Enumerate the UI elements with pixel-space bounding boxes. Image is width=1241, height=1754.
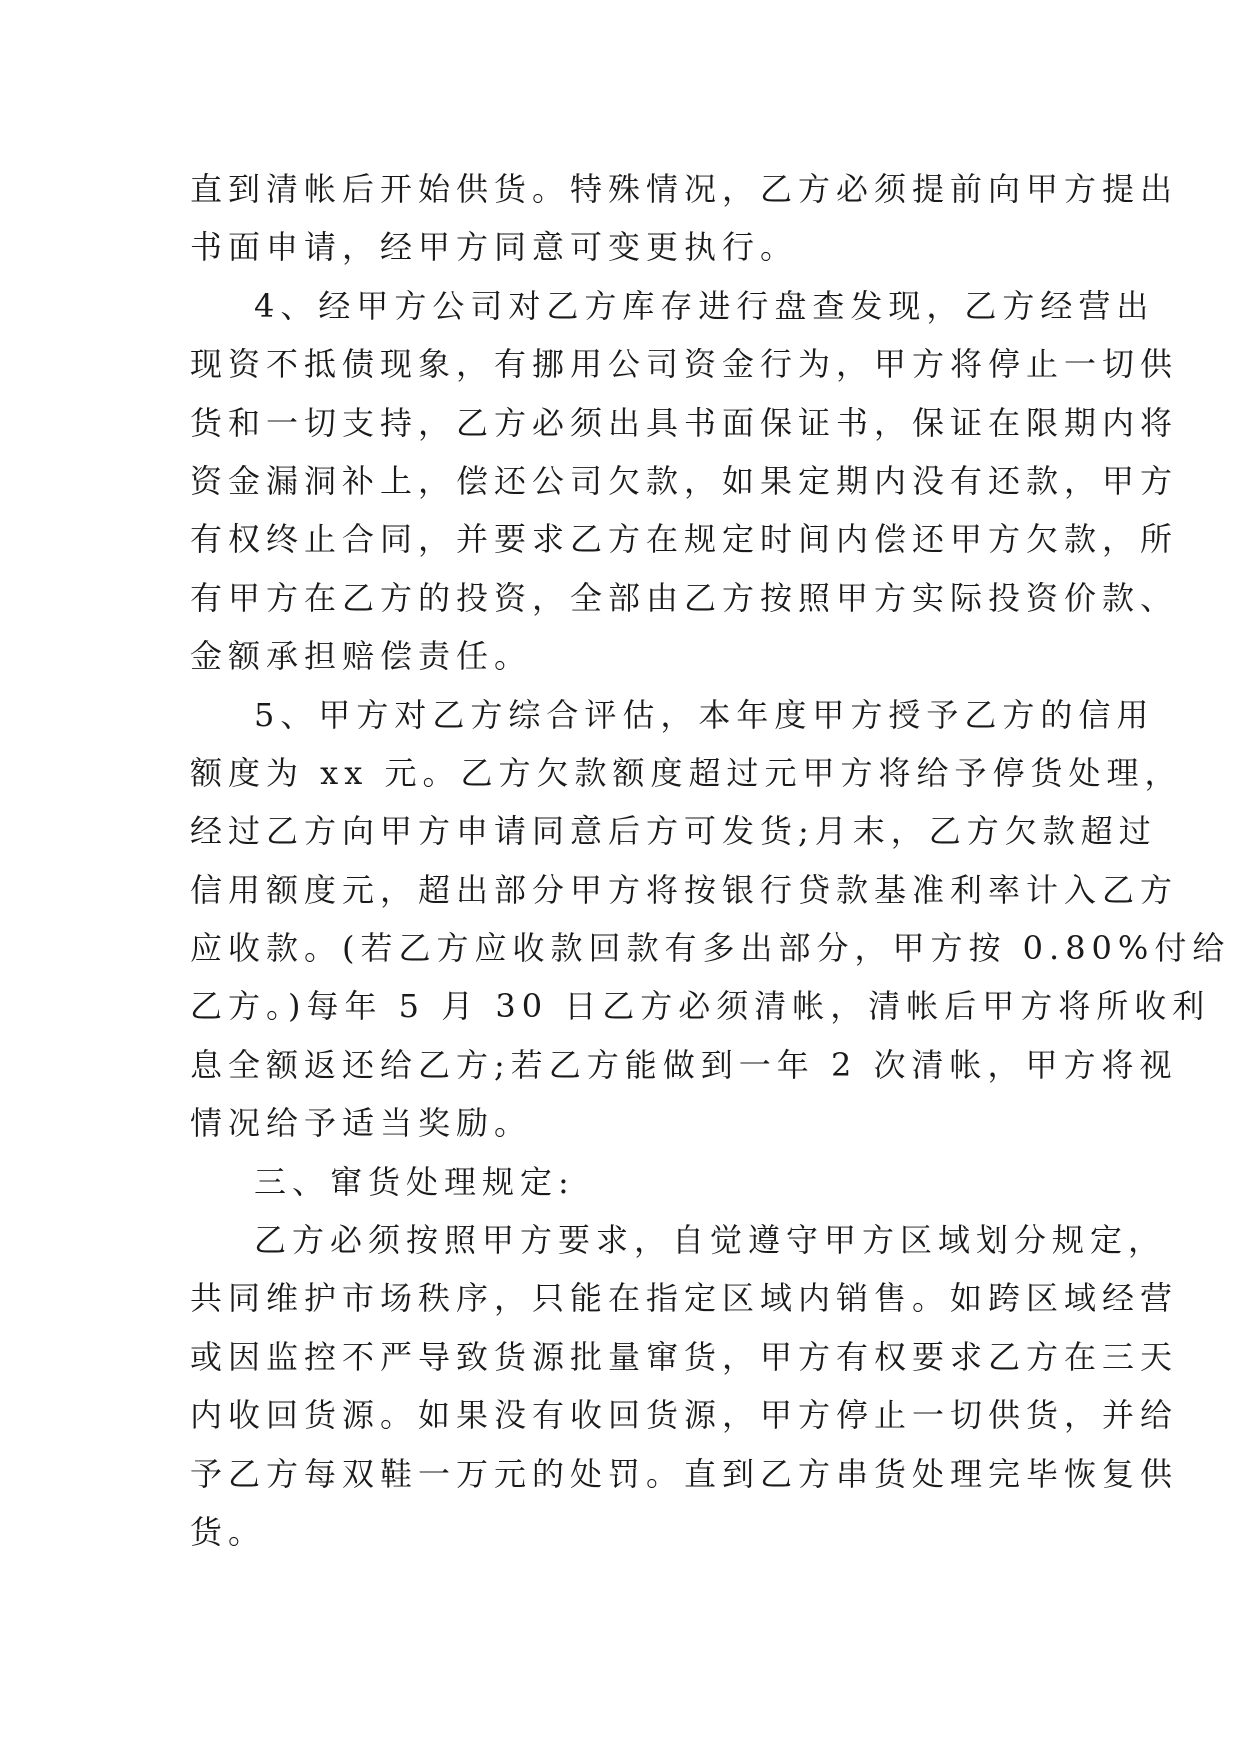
clause-5-heading-line: 5、甲方对乙方综合评估，本年度甲方授予乙方的信用 [254,695,1155,734]
text-line: 直到清帐后开始供货。特殊情况，乙方必须提前向甲方提出 [190,170,1179,208]
text-line: 应收款。(若乙方应收款回款有多出部分，甲方按 0.80%付给 [190,929,1231,968]
text-line: 息全额返还给乙方;若乙方能做到一年 2 次清帐，甲方将视 [190,1045,1178,1084]
text-line: 信用额度元，超出部分甲方将按银行贷款基准利率计入乙方 [190,870,1179,909]
section-3-first-line: 乙方必须按照甲方要求，自觉遵守甲方区域划分规定， [254,1221,1167,1260]
text-line: 有甲方在乙方的投资，全部由乙方按照甲方实际投资价款、 [190,578,1179,617]
text-line: 内收回货源。如果没有收回货源，甲方停止一切供货，并给 [190,1396,1179,1435]
text-line: 资金漏洞补上，偿还公司欠款，如果定期内没有还款，甲方 [190,461,1179,500]
text-line: 或因监控不严导致货源批量窜货，甲方有权要求乙方在三天 [190,1337,1179,1376]
text-line: 书面申请，经甲方同意可变更执行。 [190,228,799,267]
text-line: 乙方。)每年 5 月 30 日乙方必须清帐，清帐后甲方将所收利 [190,987,1211,1026]
text-line: 现资不抵债现象，有挪用公司资金行为，甲方将停止一切供 [190,345,1179,384]
text-line: 予乙方每双鞋一万元的处罚。直到乙方串货处理完毕恢复供 [190,1454,1179,1493]
text-line: 货和一切支持，乙方必须出具书面保证书，保证在限期内将 [190,403,1179,442]
text-line: 金额承担赔偿责任。 [190,637,533,676]
text-line: 共同维护市场秩序，只能在指定区域内销售。如跨区域经营 [190,1279,1179,1318]
text-line: 情况给予适当奖励。 [190,1104,533,1143]
text-line: 有权终止合同，并要求乙方在规定时间内偿还甲方欠款，所 [190,520,1179,559]
clause-4-heading-line: 4、经甲方公司对乙方库存进行盘查发现，乙方经营出 [254,286,1155,325]
section-3-heading: 三、窜货处理规定: [254,1162,575,1201]
document-body [190,160,1231,1561]
text-line: 额度为 xx 元。乙方欠款额度超过元甲方将给予停货处理， [190,753,1183,792]
text-line: 货。 [190,1512,267,1551]
text-line: 经过乙方向甲方申请同意后方可发货;月末，乙方欠款超过 [190,812,1157,851]
